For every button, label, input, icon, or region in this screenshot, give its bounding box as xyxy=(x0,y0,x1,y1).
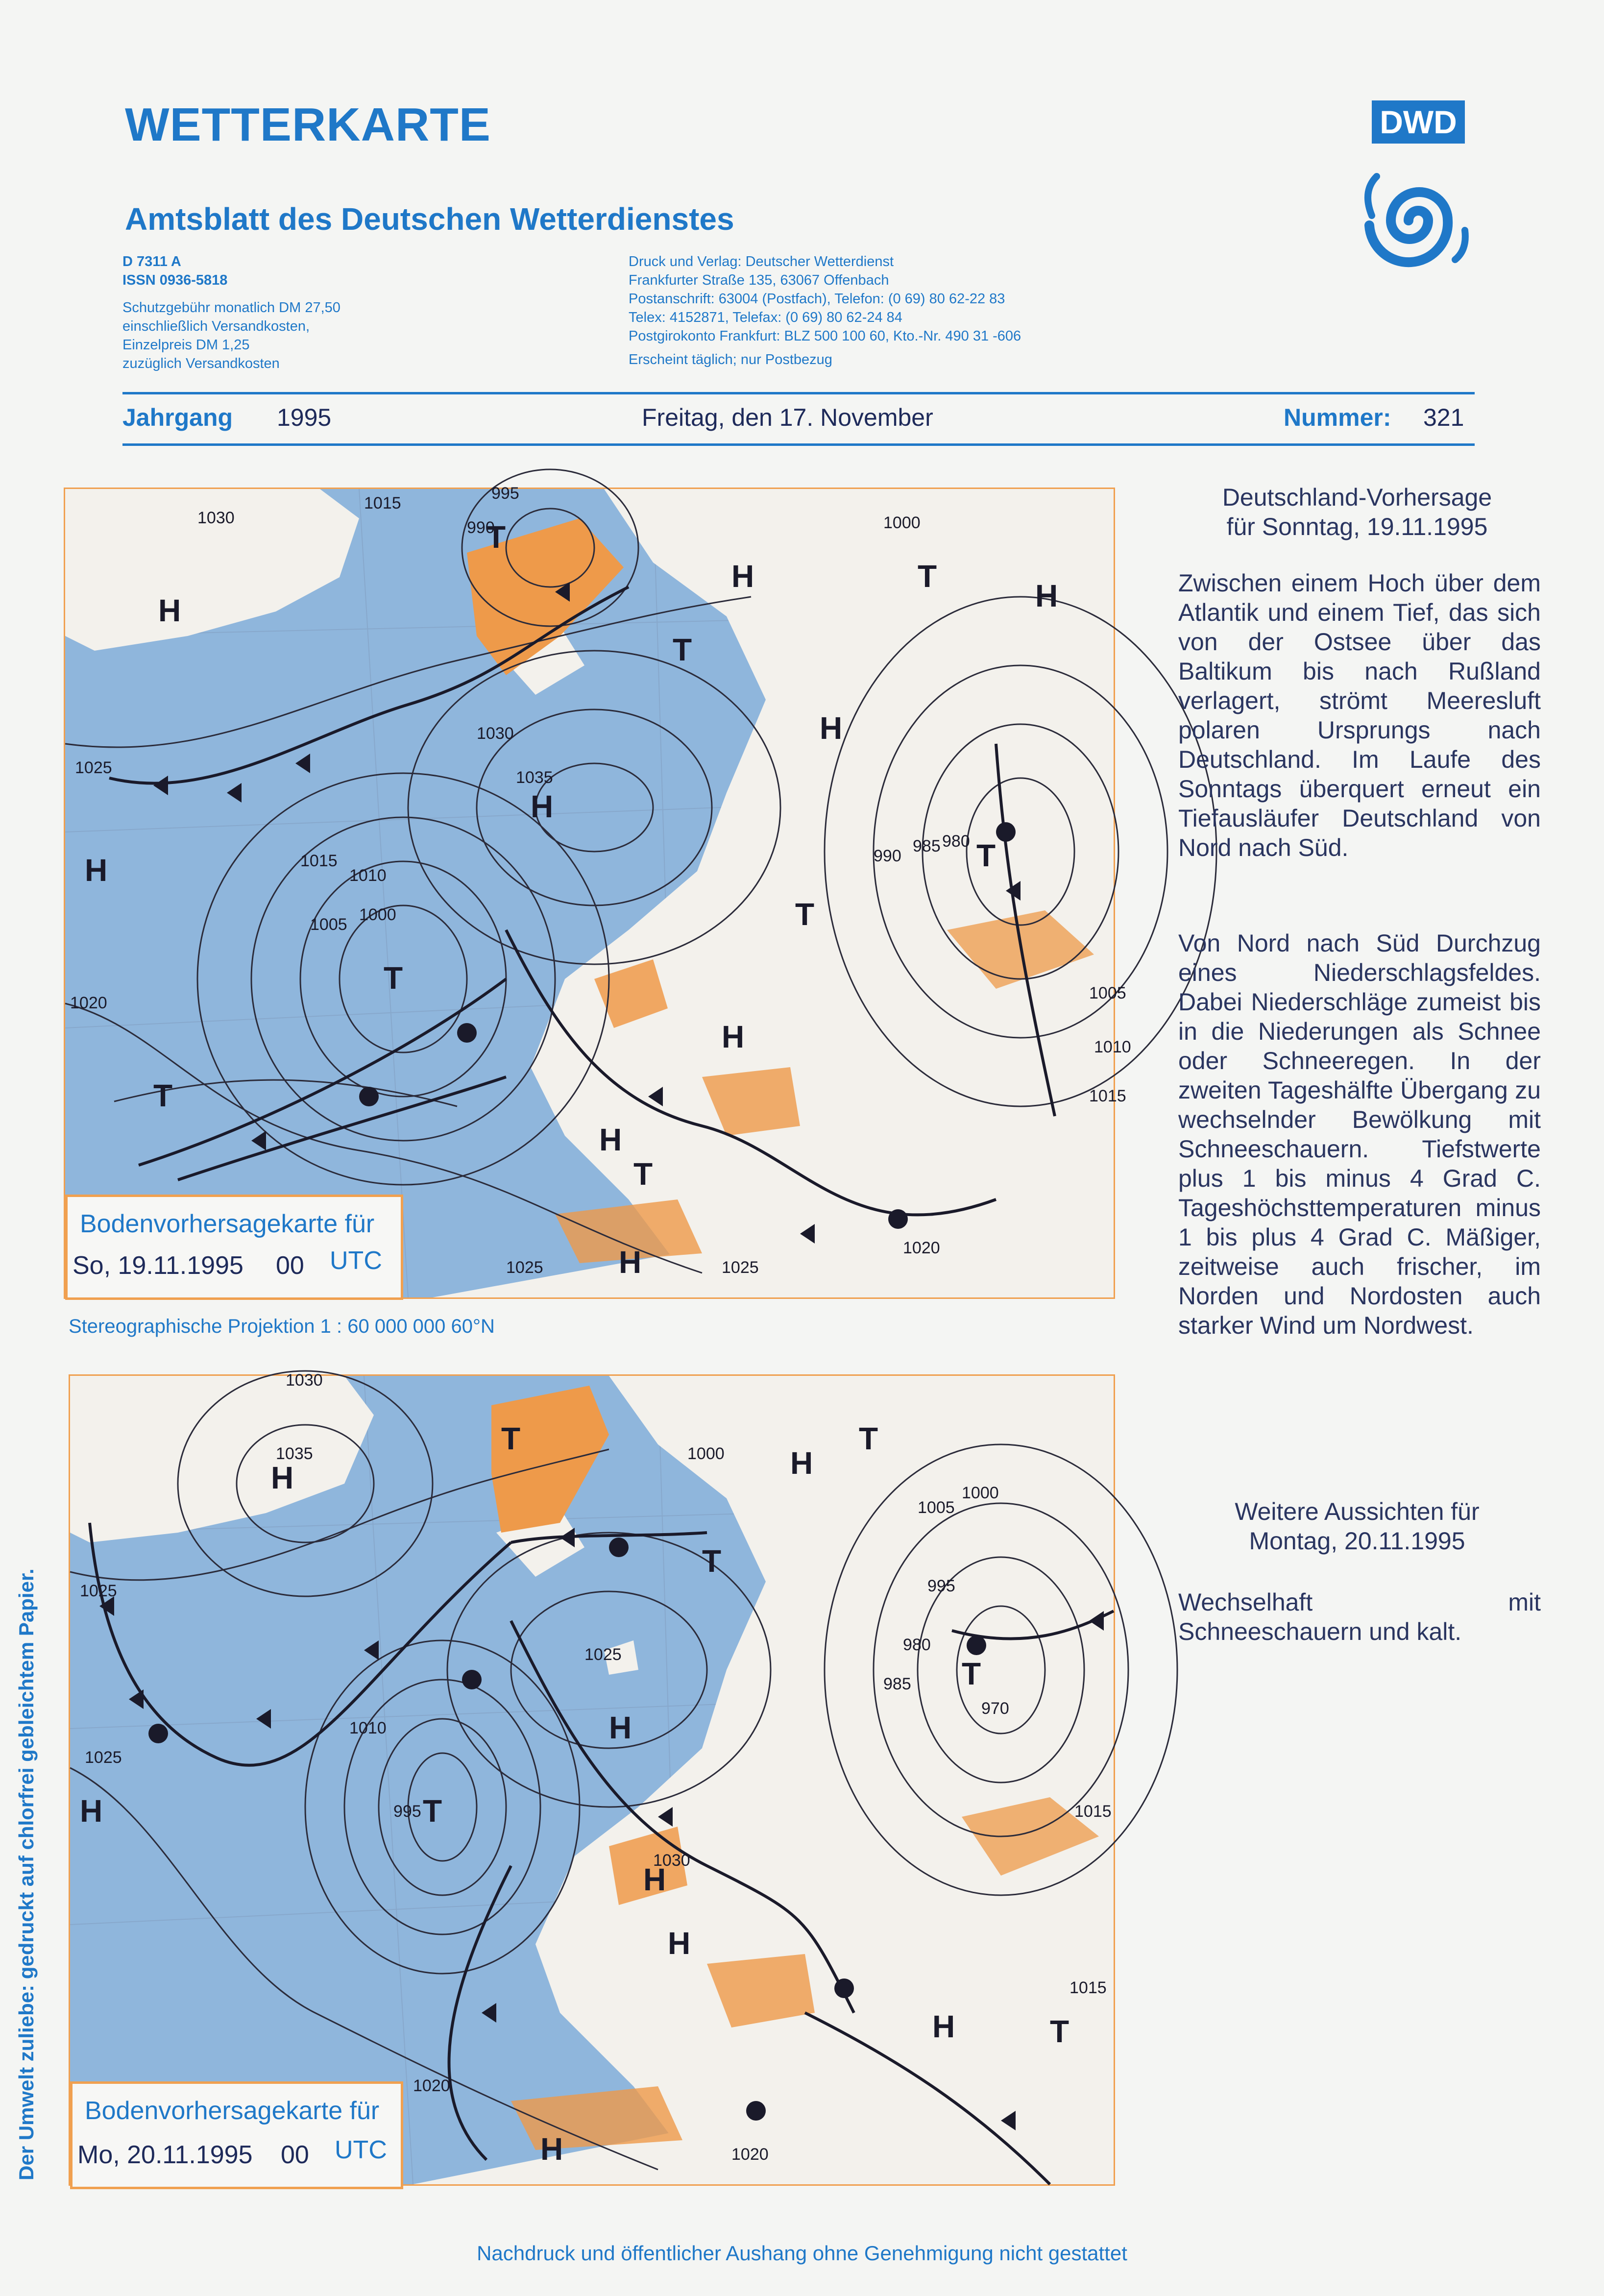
publisher-line: Frankfurter Straße 135, 63067 Offenbach xyxy=(629,272,889,288)
isobar-label: 990 xyxy=(467,518,495,537)
pressure-center-label: T xyxy=(918,559,937,594)
outlook-heading-line: Weitere Aussichten für xyxy=(1235,1498,1480,1525)
isobar-label: 1020 xyxy=(413,2076,450,2095)
page-subtitle: Amtsblatt des Deutschen Wetterdienstes xyxy=(125,201,734,237)
isobar-label: 1005 xyxy=(1089,984,1126,1002)
year-label: Jahrgang xyxy=(122,404,233,431)
pressure-center-label: H xyxy=(790,1445,813,1481)
outlook-text: Wechselhaft mit Schneeschauern und kalt. xyxy=(1178,1588,1541,1645)
forecast-paragraph: Von Nord nach Süd Durchzug eines Niederschlagsfeldes. Dabei Niederschläge zumeist bis in die Niederungen als Schnee oder Schneeregen. In der zweiten Tageshälfte Übergang zu wechselnder Bewölkung mit Schneeschauern. Tiefstwerte plus 1 bis minus 4 Grad C. Tageshöchsttemperaturen minus 1 bis plus 4 Grad C. Mäßiger, zeitweise auch frischer, im Norden und Nordosten auch starker Wind um Nordwest. xyxy=(1178,929,1541,1339)
pressure-center-label: H xyxy=(158,593,181,628)
outlook-heading xyxy=(1176,1497,1538,1556)
forecast-map-monday xyxy=(69,1371,1115,2186)
caption-date: Mo, 20.11.1995 xyxy=(77,2141,253,2169)
pressure-center-label: H xyxy=(731,559,754,594)
publisher-info xyxy=(629,252,1167,369)
isobar-label: 1020 xyxy=(70,994,107,1012)
caption-date: So, 19.11.1995 xyxy=(73,1251,243,1280)
isobar-label: 985 xyxy=(883,1675,911,1693)
publication-code: D 7311 A xyxy=(122,254,181,269)
pressure-center-label: T xyxy=(486,519,506,555)
isobar-label: 1030 xyxy=(653,1851,690,1870)
forecast-heading xyxy=(1176,483,1538,541)
publisher-line: Druck und Verlag: Deutscher Wetterdienst xyxy=(629,254,894,269)
pressure-center-label: H xyxy=(271,1460,294,1495)
caption-hour: 00 xyxy=(276,1251,304,1280)
header-rule xyxy=(122,392,1475,394)
pressure-center-label: H xyxy=(722,1019,745,1054)
caption-utc: UTC xyxy=(335,2136,387,2164)
isobar-label: 980 xyxy=(942,832,970,851)
pressure-center-label: T xyxy=(962,1656,981,1691)
publisher-line: Postanschrift: 63004 (Postfach), Telefon: (0 69) 80 62-22 83 xyxy=(629,291,1005,307)
fee-line: einschließlich Versandkosten, xyxy=(122,318,310,334)
isobar-label: 1025 xyxy=(85,1748,122,1767)
projection-note: Stereographische Projektion 1 : 60 000 000 60°N xyxy=(69,1316,495,1337)
pressure-center-label: T xyxy=(384,960,403,996)
isobar-label: 1015 xyxy=(1069,1978,1107,1997)
isobar-label: 1010 xyxy=(349,866,387,885)
isobar-label: 1005 xyxy=(310,915,347,934)
isobar-label: 1015 xyxy=(364,494,401,513)
caption-utc: UTC xyxy=(330,1246,382,1275)
pressure-center-label: T xyxy=(423,1793,442,1829)
pressure-center-label: H xyxy=(1035,578,1058,613)
isobar-label: 1025 xyxy=(75,758,112,777)
map-graphic xyxy=(65,484,1131,1297)
forecast-heading-line: für Sonntag, 19.11.1995 xyxy=(1226,513,1488,540)
forecast-map-sunday xyxy=(64,484,1131,1299)
pressure-center-label: T xyxy=(795,897,815,932)
isobar-label: 1005 xyxy=(918,1498,955,1517)
forecast-paragraph: Zwischen einem Hoch über dem Atlantik und einem Tief, das sich von der Ostsee über das Baltikum bis nach Rußland verlagert, strömt Meeresluft polaren Ursprungs nach Deutschland. Im Laufe des Sonntags überquert erneut ein Tiefausläufer Deutschland von Nord nach Süd. xyxy=(1178,569,1541,861)
publisher-line: Postgirokonto Frankfurt: BLZ 500 100 60, Kto.-Nr. 490 31 -606 xyxy=(629,328,1021,344)
issue-date: Freitag, den 17. November xyxy=(642,404,933,431)
pressure-center-label: H xyxy=(609,1710,632,1745)
caption-hour: 00 xyxy=(281,2141,309,2169)
isobar-label: 1035 xyxy=(516,768,553,787)
pressure-center-label: H xyxy=(820,710,843,746)
fee-line: Schutzgebühr monatlich DM 27,50 xyxy=(122,300,340,316)
isobar-label: 1000 xyxy=(359,905,396,924)
caption-title: Bodenvorhersagekarte für xyxy=(80,1210,375,1238)
pressure-center-label: T xyxy=(1050,2014,1069,2049)
logo-text: DWD xyxy=(1380,104,1457,140)
isobar-label: 1015 xyxy=(300,852,338,870)
number-value: 321 xyxy=(1423,404,1464,431)
pressure-center-label: H xyxy=(599,1122,622,1157)
fee-line: zuzüglich Versandkosten xyxy=(122,356,280,371)
pressure-center-label: H xyxy=(643,1862,666,1897)
isobar-label: 1030 xyxy=(477,724,514,743)
isobar-label: 1025 xyxy=(506,1258,543,1277)
forecast-heading-line: Deutschland-Vorhersage xyxy=(1222,484,1492,511)
pressure-center-label: T xyxy=(859,1421,878,1456)
pressure-center-label: H xyxy=(531,789,554,824)
isobar-label: 1000 xyxy=(687,1444,725,1463)
pressure-center-label: T xyxy=(976,838,996,873)
isobar-label: 1015 xyxy=(1074,1802,1112,1821)
outlook-heading-line: Montag, 20.11.1995 xyxy=(1249,1527,1465,1555)
isobar-label: 1000 xyxy=(962,1484,999,1502)
pressure-center-label: H xyxy=(932,2009,955,2044)
map-caption xyxy=(70,2081,403,2189)
isobar-label: 970 xyxy=(981,1699,1009,1718)
map-caption xyxy=(65,1195,403,1300)
page-title: WETTERKARTE xyxy=(125,98,491,151)
header-rule xyxy=(122,443,1475,446)
pressure-center-label: H xyxy=(80,1793,103,1829)
publisher-line: Telex: 4152871, Telefax: (0 69) 80 62-24 84 xyxy=(629,310,902,325)
isobar-label: 1015 xyxy=(1089,1087,1126,1105)
issn: ISSN 0936-5818 xyxy=(122,272,228,288)
caption-title: Bodenvorhersagekarte für xyxy=(85,2097,380,2125)
pressure-center-label: T xyxy=(702,1543,722,1579)
pressure-center-label: H xyxy=(540,2131,563,2167)
isobar-label: 985 xyxy=(913,837,941,855)
isobar-label: 1000 xyxy=(883,513,921,532)
isobar-label: 1020 xyxy=(903,1239,940,1257)
dwd-logo-icon xyxy=(1362,98,1475,299)
pressure-center-label: T xyxy=(153,1078,173,1113)
isobar-label: 1020 xyxy=(731,2145,769,2164)
isobar-label: 1010 xyxy=(349,1719,387,1737)
isobar-label: 1010 xyxy=(1094,1038,1131,1056)
footer-note: Nachdruck und öffentlicher Aushang ohne Genehmigung nicht gestattet xyxy=(477,2242,1127,2265)
isobar-label: 1030 xyxy=(197,509,235,527)
isobar-label: 995 xyxy=(393,1802,421,1821)
isobar-label: 1035 xyxy=(276,1444,313,1463)
pressure-center-label: H xyxy=(619,1245,642,1280)
issue-bar xyxy=(122,399,1475,443)
environment-note: Der Umwelt zuliebe: gedruckt auf chlorfrei gebleichtem Papier. xyxy=(15,1568,38,2180)
isobar-label: 1025 xyxy=(80,1582,117,1600)
isobar-label: 995 xyxy=(491,484,519,503)
fee-line: Einzelpreis DM 1,25 xyxy=(122,337,250,353)
map-graphic xyxy=(70,1371,1114,2184)
year-value: 1995 xyxy=(277,404,332,431)
isobar-label: 1025 xyxy=(584,1645,622,1664)
isobar-label: 1030 xyxy=(286,1371,323,1390)
isobar-label: 990 xyxy=(874,847,901,865)
pressure-center-label: T xyxy=(633,1156,653,1192)
isobar-label: 980 xyxy=(903,1636,931,1654)
publication-codes xyxy=(122,252,475,373)
pressure-center-label: H xyxy=(85,853,108,888)
pressure-center-label: H xyxy=(668,1926,691,1961)
number-label: Nummer: xyxy=(1284,404,1391,431)
isobar-label: 995 xyxy=(927,1577,955,1595)
frequency-note: Erscheint täglich; nur Postbezug xyxy=(629,352,832,367)
pressure-center-label: T xyxy=(501,1421,521,1456)
dwd-logo xyxy=(1362,98,1475,299)
pressure-center-label: T xyxy=(673,632,692,667)
isobar-label: 1025 xyxy=(722,1258,759,1277)
